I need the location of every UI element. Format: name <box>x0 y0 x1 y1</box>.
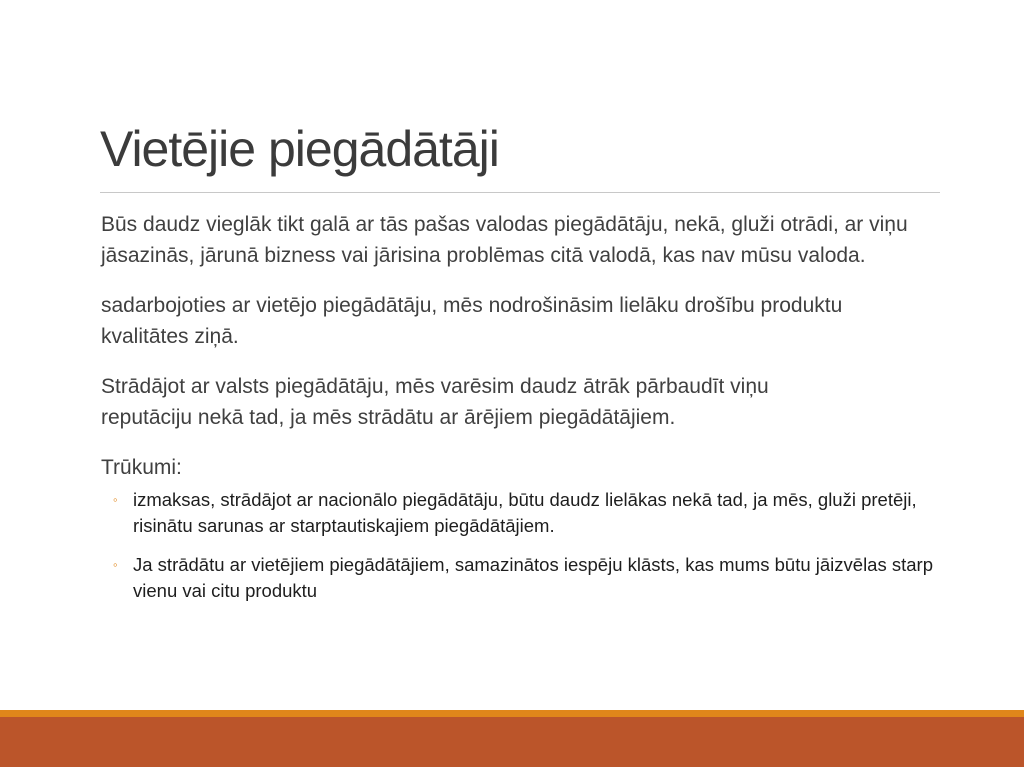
title-divider <box>100 192 940 193</box>
drawbacks-list <box>101 487 951 604</box>
drawbacks-heading: Trūkumi: <box>101 456 182 479</box>
slide-body <box>101 209 951 617</box>
list-item <box>113 487 943 539</box>
footer-band <box>0 717 1024 767</box>
circle-bullet-icon: ◦ <box>113 557 118 572</box>
paragraph: Būs daudz vieglāk tikt galā ar tās pašas valodas piegādātāju, nekā, gluži otrādi, ar viņu jāsazinās, jārunā bizness vai jārisina problēmas citā valodā, kas nav mūsu valoda. <box>101 213 908 267</box>
circle-bullet-icon: ◦ <box>113 492 118 507</box>
paragraph: Strādājot ar valsts piegādātāju, mēs varēsim daudz ātrāk pārbaudīt viņu reputāciju nekā tad, ja mēs strādātu ar ārējiem piegādātājiem. <box>101 375 769 429</box>
footer-accent-stripe <box>0 710 1024 717</box>
list-item-text: Ja strādātu ar vietējiem piegādātājiem, samazinātos iespēju klāsts, kas mums būtu jāizvēlas starp vienu vai citu produktu <box>133 554 933 601</box>
paragraph: sadarbojoties ar vietējo piegādātāju, mēs nodrošināsim lielāku drošību produktu kvalitātes ziņā. <box>101 294 843 348</box>
list-item <box>113 552 943 604</box>
list-item-text: izmaksas, strādājot ar nacionālo piegādātāju, būtu daudz lielākas nekā tad, ja mēs, gluži pretēji, risinātu sarunas ar starptautiskajiem piegādātājiem. <box>133 489 917 536</box>
slide-title: Vietējie piegādātāji <box>100 121 499 177</box>
